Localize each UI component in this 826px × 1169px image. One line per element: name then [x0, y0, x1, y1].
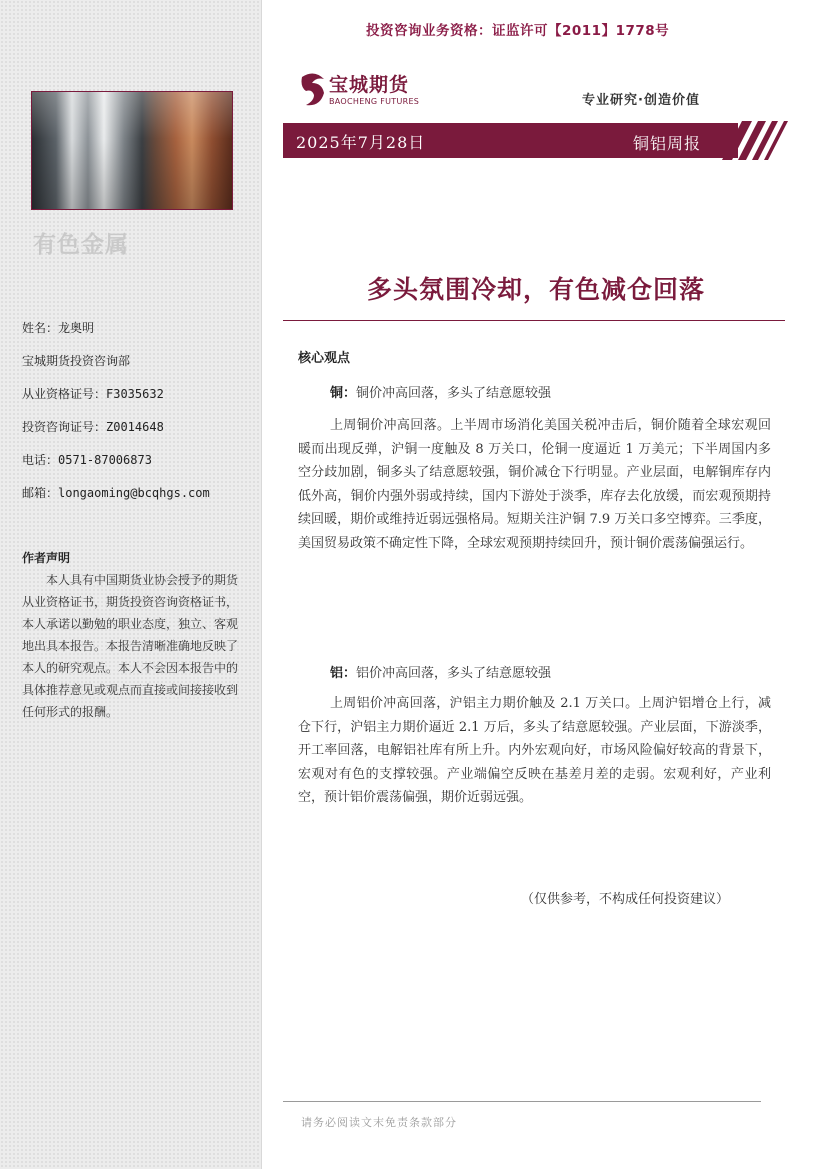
- logo-english: BAOCHENG FUTURES: [329, 97, 420, 106]
- title-divider: [283, 320, 785, 321]
- author-statement-title: 作者声明: [22, 551, 71, 565]
- copper-summary-text: 铜价冲高回落，多头了结意愿较强: [356, 386, 552, 401]
- footer-note: 请务必阅读文末免责条款部分: [301, 1116, 457, 1129]
- disclaimer: （仅供参考，不构成任何投资建议）: [521, 892, 730, 907]
- license-line: 投资咨询业务资格：证监许可【2011】1778号: [366, 23, 670, 39]
- core-view-heading: 核心观点: [298, 351, 351, 366]
- report-title: 多头氛围冷却，有色减仓回落: [367, 275, 706, 304]
- copper-label: 铜：: [330, 386, 357, 401]
- report-date: 2025年7月28日: [296, 133, 426, 152]
- qualification-number: 从业资格证号：F3035632: [22, 387, 164, 401]
- slogan: 专业研究·创造价值: [582, 93, 700, 108]
- metal-photo: [31, 91, 233, 210]
- aluminum-summary-text: 铝价冲高回落，多头了结意愿较强: [356, 666, 552, 681]
- stripes-decoration-icon: [708, 121, 788, 160]
- footer-divider: [283, 1101, 761, 1102]
- aluminum-paragraph: 上周铝价冲高回落，沪铝主力期价触及 2.1 万关口。上周沪铝增仓上行，减仓下行，沪铝主力期价逼近 2.1 万后，多头了结意愿较强。产业层面，下游淡季，开工率回落，电解铝社库有所上升。内外宏观向好，市场风险偏好较高的背景下，宏观对有色的支撑较强。产业端偏空反映在基差月差的走弱。宏观利好，产业利空，预计铝价震荡偏强，期价近弱远强。: [298, 696, 771, 805]
- copper-paragraph: 上周铜价冲高回落。上半周市场消化美国关税冲击后，铜价随着全球宏观回暖而出现反弹，沪铜一度触及 8 万关口，伦铜一度逼近 1 万美元；下半周国内多空分歧加剧，铜多头了结意愿较强，铜价减仓下行明显。产业层面，电解铜库存内低外高，铜价内强外弱或持续，国内下游处于淡季，库存去化放缓，而宏观预期持续回暖，期价或维持近弱远强格局。短期关注沪铜 7.9 万关口多空博弈。三季度，美国贸易政策不确定性下降，全球宏观预期持续回升，预计铜价震荡偏强运行。: [298, 418, 771, 551]
- author-statement: 本人具有中国期货业协会授予的期货从业资格证书，期货投资咨询资格证书，本人承诺以勤勉的职业态度，独立、客观地出具本报告。本报告清晰准确地反映了本人的研究观点。本人不会因本报告中的具体推荐意见或观点而直接或间接接收到任何形式的报酬。: [22, 573, 239, 719]
- author-name: 姓名：龙奥明: [22, 321, 95, 335]
- email-link[interactable]: 邮箱：longaoming@bcqhgs.com: [22, 486, 210, 500]
- report-type: 铜铝周报: [633, 134, 702, 153]
- phone: 电话：0571-87006873: [22, 453, 152, 467]
- sidebar: [0, 0, 262, 1169]
- aluminum-summary: [330, 662, 551, 681]
- copper-summary: [330, 382, 551, 401]
- logo-text: 宝城期货: [329, 74, 410, 96]
- aluminum-label: 铝：: [330, 666, 357, 681]
- consulting-number: 投资咨询证号：Z0014648: [22, 420, 164, 434]
- sector-label: 有色金属: [33, 232, 129, 258]
- department: 宝城期货投资咨询部: [22, 354, 131, 368]
